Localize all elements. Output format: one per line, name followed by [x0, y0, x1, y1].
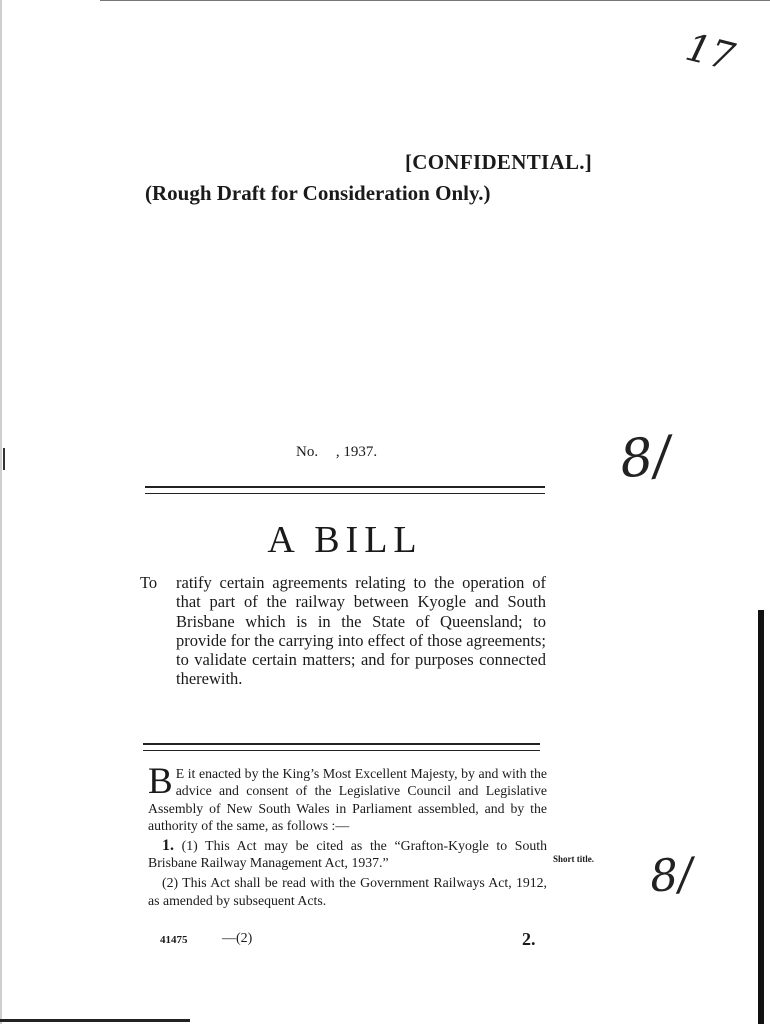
left-scan-edge	[0, 0, 2, 1024]
bill-year: , 1937.	[335, 444, 378, 460]
long-title-to: To	[140, 573, 158, 592]
bill-number-label: No.	[296, 444, 319, 460]
printer-code: 41475	[160, 934, 188, 946]
right-scan-edge	[758, 610, 764, 1024]
section-1-subsection-2-text: (2) This Act shall be read with the Government Railways Act, 1912, as amended by subsequent Acts.	[148, 875, 547, 908]
enacting-clause	[148, 761, 547, 835]
enacting-clause-text: E it enacted by the King’s Most Excellent Majesty, by and with the advice and consent of the Legislative Council and Legislative Assembly of New South Wales in Parliament assembled, and by the authority of the same, as follows :—	[148, 766, 547, 834]
rough-draft-label: (Rough Draft for Consideration Only.)	[145, 181, 491, 205]
section-1-number: 1.	[162, 836, 174, 854]
margin-note-short-title: Short title.	[553, 854, 594, 864]
upper-double-rule	[145, 486, 545, 494]
bill-body	[148, 761, 547, 909]
confidential-label: [CONFIDENTIAL.]	[405, 150, 593, 174]
bill-number-line	[258, 444, 377, 461]
handwritten-page-number: 17	[681, 24, 739, 80]
bill-heading: A BILL	[267, 519, 423, 561]
dropcap-letter: B	[148, 761, 173, 802]
lower-double-rule	[143, 743, 540, 751]
handwritten-mark-upper: 8/	[617, 425, 674, 491]
left-margin-mark	[3, 448, 5, 470]
section-1-subsection-1	[148, 837, 547, 872]
long-title-text: ratify certain agreements relating to the operation of that part of the railway between Kyogle and South Brisbane which is in the State of Queensland; to provide for the carrying into effect of those agreements; to validate certain matters; and for purposes connected therewith.	[176, 573, 546, 689]
section-1-subsection-2	[148, 874, 547, 909]
top-border-line	[100, 0, 770, 1]
section-1-subsection-1-text: (1) This Act may be cited as the “Grafton-Kyogle to South Brisbane Railway Management Act, 1937.”	[148, 837, 547, 871]
bottom-border-line	[0, 1019, 190, 1022]
catchword: 2.	[522, 929, 536, 949]
handwritten-mark-lower: 8/	[648, 848, 695, 903]
signature-mark: —(2)	[222, 931, 253, 946]
